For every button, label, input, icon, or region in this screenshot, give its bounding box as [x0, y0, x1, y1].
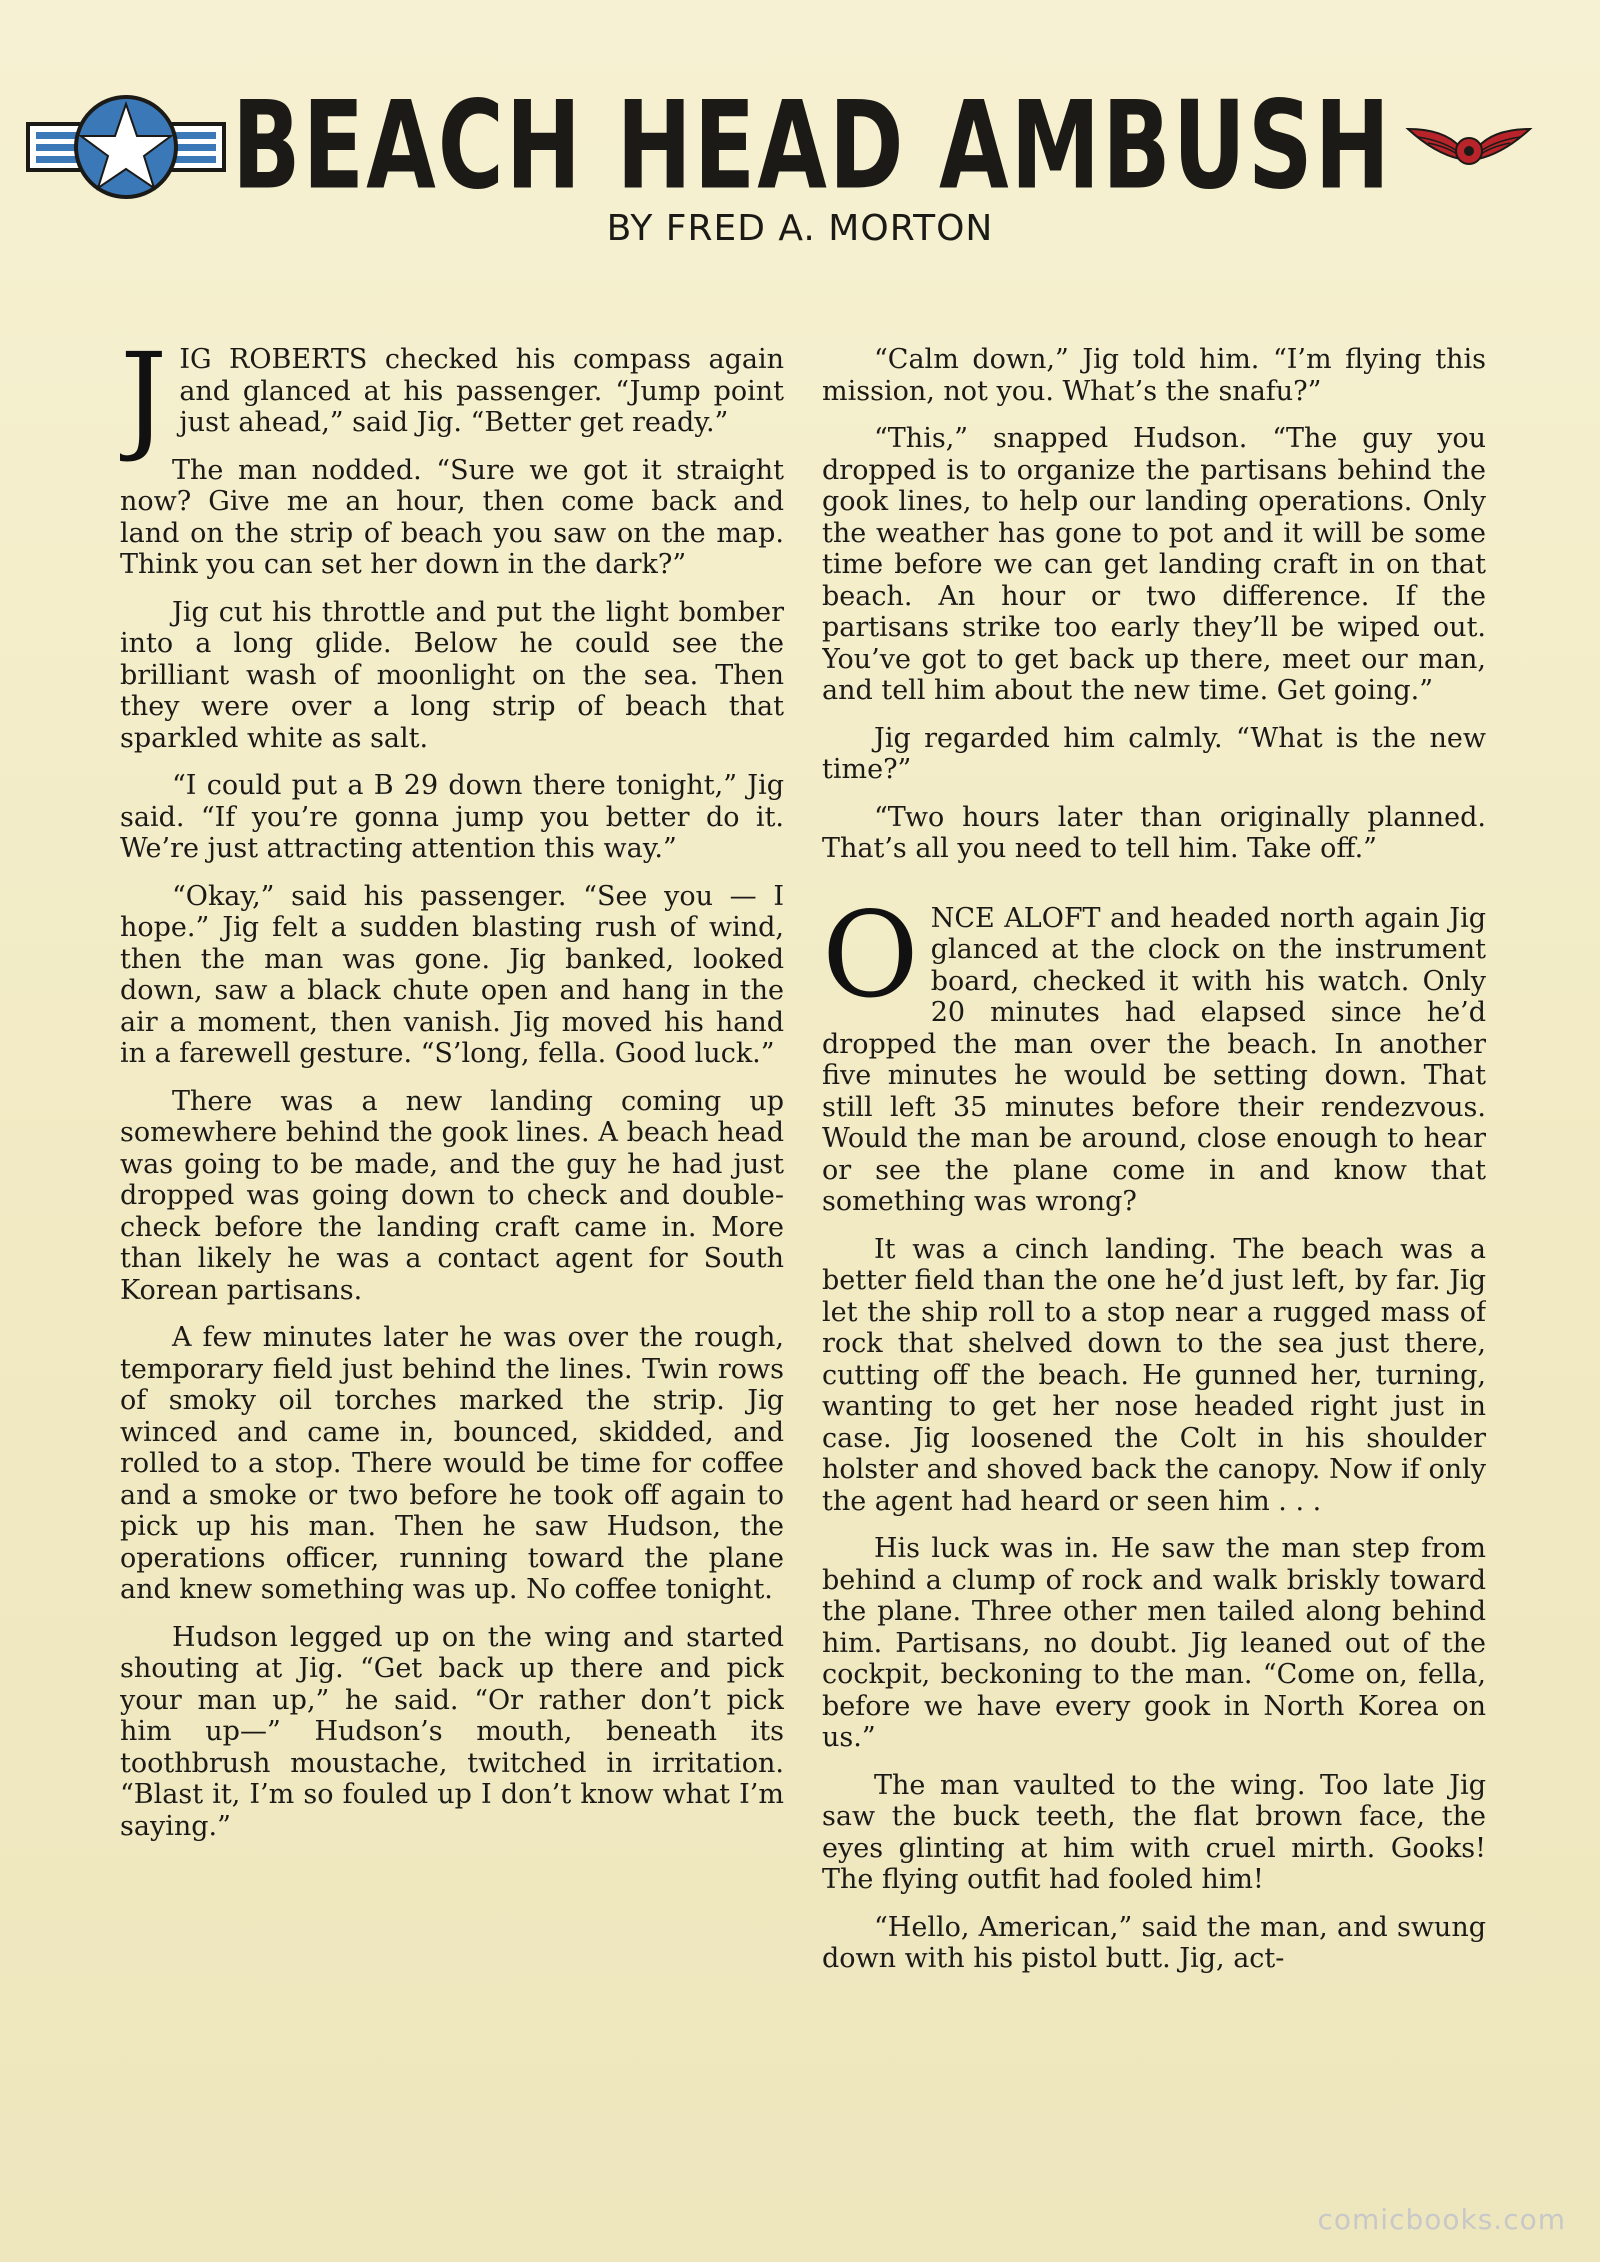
paragraph: Jig regarded him calmly. “What is the new time?” — [822, 722, 1486, 785]
paragraph: ONCE ALOFT and headed north again Jig glanced at the clock on the instrument board, checked it with his watch. Only 20 minutes had elapsed since he’d dropped the man over the beach. In another five minutes he would be setting down. That still left 35 minutes before their rendezvous. Would the man be around, close enough to hear or see the plane come in and know that something was wrong? — [822, 885, 1486, 1217]
paragraph: “Two hours later than originally planned. That’s all you need to tell him. Take off.” — [822, 801, 1486, 864]
pilot-wings-icon — [1404, 107, 1534, 187]
star-roundel-icon — [26, 92, 226, 202]
left-column — [120, 344, 784, 2094]
paragraph: A few minutes later he was over the rough, temporary field just behind the lines. Twin rows of smoky oil torches marked the strip. Jig winced and came in, bounced, skidded, and rolled to a stop. There would be time for coffee and a smoke or two before he took off again to pick up his man. Then he saw Hudson, the operations officer, running toward the plane and knew something was up. No coffee tonight. — [120, 1322, 784, 1605]
paragraph: “Okay,” said his passenger. “See you — I hope.” Jig felt a sudden blasting rush of wind, then the man was gone. Jig banked, looked down, saw a black chute open and hang in the air a moment, then vanish. Jig moved his hand in a farewell gesture. “S’long, fella. Good luck.” — [120, 880, 784, 1069]
drop-cap: J — [120, 344, 168, 465]
right-column — [822, 344, 1486, 2094]
paragraph: His luck was in. He saw the man step from behind a clump of rock and walk briskly toward the plane. Three other men tailed along behind him. Partisans, no doubt. Jig leaned out of the cockpit, beckoning to the man. “Come on, fella, before we have every gook in North Korea on us.” — [822, 1533, 1486, 1753]
paragraph: Jig cut his throttle and put the light bomber into a long glide. Below he could see the brilliant wash of moonlight on the sea. Then they were over a long strip of beach that sparkled white as salt. — [120, 596, 784, 754]
paragraph: The man nodded. “Sure we got it straight now? Give me an hour, then come back and land on the strip of beach you saw on the map. Think you can set her down in the dark?” — [120, 454, 784, 580]
paragraph: There was a new landing coming up somewhere behind the gook lines. A beach head was going to be made, and the guy he had just dropped was going down to check and double-check before the landing craft came in. More than likely he was a contact agent for South Korean partisans. — [120, 1085, 784, 1306]
story-header — [140, 75, 1420, 218]
paragraph: “I could put a B 29 down there tonight,” Jig said. “If you’re gonna jump you better do it. We’re just attracting attention this way.” — [120, 770, 784, 864]
paragraph: The man vaulted to the wing. Too late Jig saw the buck teeth, the flat brown face, the eyes glinting at him with cruel mirth. Gooks! The flying outfit had fooled him! — [822, 1769, 1486, 1895]
paragraph: JIG ROBERTS checked his compass again and glanced at his passenger. “Jump point just ahead,” said Jig. “Better get ready.” — [120, 344, 784, 465]
paragraph: “This,” snapped Hudson. “The guy you dropped is to organize the partisans behind the gook lines, to help our landing operations. Only the weather has gone to pot and it will be some time before we can get landing craft in on that beach. An hour or two difference. If the partisans strike too early they’ll be wiped out. You’ve got to get back up there, meet our man, and tell him about the new time. Get going.” — [822, 423, 1486, 706]
drop-cap: O — [822, 885, 919, 1024]
story-title: BEACH HEAD AMBUSH — [232, 75, 1392, 218]
watermark: comicbooks.com — [1317, 2203, 1566, 2236]
paragraph: It was a cinch landing. The beach was a better field than the one he’d just left, by far. Jig let the ship roll to a stop near a rugged mass of rock that shelved down to the sea just there, cutting off the beach. He gunned her, turning, wanting to get her nose headed right just in case. Jig loosened the Colt in his shoulder holster and shoved back the canopy. Now if only the agent had heard or seen him . . . — [822, 1233, 1486, 1517]
paragraph: Hudson legged up on the wing and started shouting at Jig. “Get back up there and pick your man up,” he said. “Or rather don’t pick him up—” Hudson’s mouth, beneath its toothbrush moustache, twitched in irritation. “Blast it, I’m so fouled up I don’t know what I’m saying.” — [120, 1621, 784, 1842]
byline: BY FRED A. MORTON — [606, 208, 994, 249]
paragraph: “Hello, American,” said the man, and swung down with his pistol butt. Jig, act- — [822, 1911, 1486, 1974]
paragraph: “Calm down,” Jig told him. “I’m flying this mission, not you. What’s the snafu?” — [822, 344, 1486, 407]
